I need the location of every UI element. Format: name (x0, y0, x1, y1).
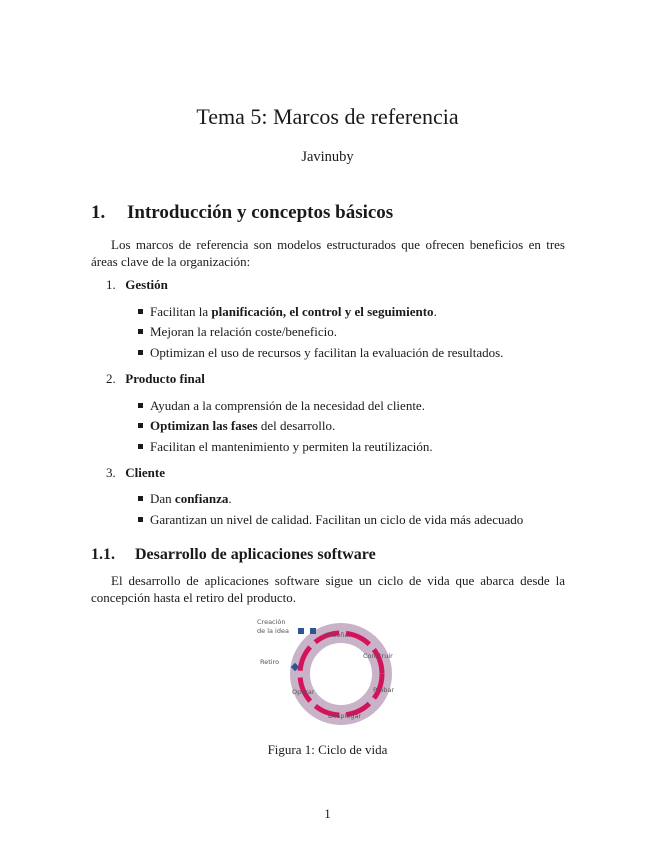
enum-label: Cliente (125, 465, 165, 480)
bullet-item: Dan confianza. (138, 491, 232, 507)
bullet-square-icon (138, 309, 143, 314)
document-author: Javinuby (301, 149, 354, 165)
label-probar: Probar (373, 686, 395, 694)
bullet-square-icon (138, 423, 143, 428)
bullet-item: Garantizan un nivel de calidad. Facilitan un ciclo de vida más adecuado (138, 512, 523, 528)
bullet-item: Facilitan la planificación, el control y el seguimiento. (138, 304, 437, 320)
bullet-square-icon (138, 444, 143, 449)
bullet-item: Mejoran la relación coste/beneficio. (138, 324, 337, 340)
page-number: 1 (324, 806, 331, 821)
enum-label: Producto final (125, 371, 205, 386)
lifecycle-figure (255, 614, 405, 732)
section-number: 1. (91, 202, 106, 223)
enum-number: 1. (106, 277, 116, 292)
bullet-item: Optimizan las fases del desarrollo. (138, 418, 335, 434)
label-retiro: Retiro (260, 658, 280, 666)
section-title: Introducción y conceptos básicos (127, 202, 394, 223)
section-title: Desarrollo de aplicaciones software (135, 546, 376, 563)
section-1-heading (91, 202, 393, 224)
bullet-square-icon (138, 403, 143, 408)
enum-label: Gestión (125, 277, 168, 292)
cycle-ring (300, 633, 382, 715)
enum-item-gestion (106, 277, 168, 293)
section-1-1-text: El desarrollo de aplicaciones software sigue un ciclo de vida que abarca desde la concepción hasta el retiro del producto. (91, 573, 565, 605)
bullet-square-icon (138, 350, 143, 355)
label-desplegar: Desplegar (328, 712, 362, 720)
figure-caption: Figura 1: Ciclo de vida (267, 742, 388, 757)
lifecycle-diagram (255, 614, 405, 732)
bullet-square-icon (138, 517, 143, 522)
section-1-intro: Los marcos de referencia son modelos estructurados que ofrecen beneficios en tres áreas clave de la organización: (91, 237, 565, 269)
document-title: Tema 5: Marcos de referencia (196, 104, 459, 129)
label-creacion: Creación (257, 618, 286, 626)
section-1-1-heading (91, 546, 376, 564)
section-number: 1.1. (91, 546, 115, 563)
label-construir: Construir (363, 652, 393, 660)
enum-number: 2. (106, 371, 116, 386)
label-creacion-2: de la idea (257, 627, 289, 635)
bullet-square-icon (138, 329, 143, 334)
bullet-item: Ayudan a la comprensión de la necesidad del cliente. (138, 398, 425, 414)
bullet-item: Optimizan el uso de recursos y facilitan la evaluación de resultados. (138, 345, 503, 361)
label-operar: Operar (292, 688, 315, 696)
bullet-item: Facilitan el mantenimiento y permiten la reutilización. (138, 439, 433, 455)
enum-item-cliente (106, 465, 165, 481)
enum-number: 3. (106, 465, 116, 480)
label-disenar: Diseñar (326, 631, 351, 639)
bullet-square-icon (138, 496, 143, 501)
enum-item-producto-final (106, 371, 205, 387)
start-square-icon (310, 628, 316, 634)
start-square-icon (298, 628, 304, 634)
